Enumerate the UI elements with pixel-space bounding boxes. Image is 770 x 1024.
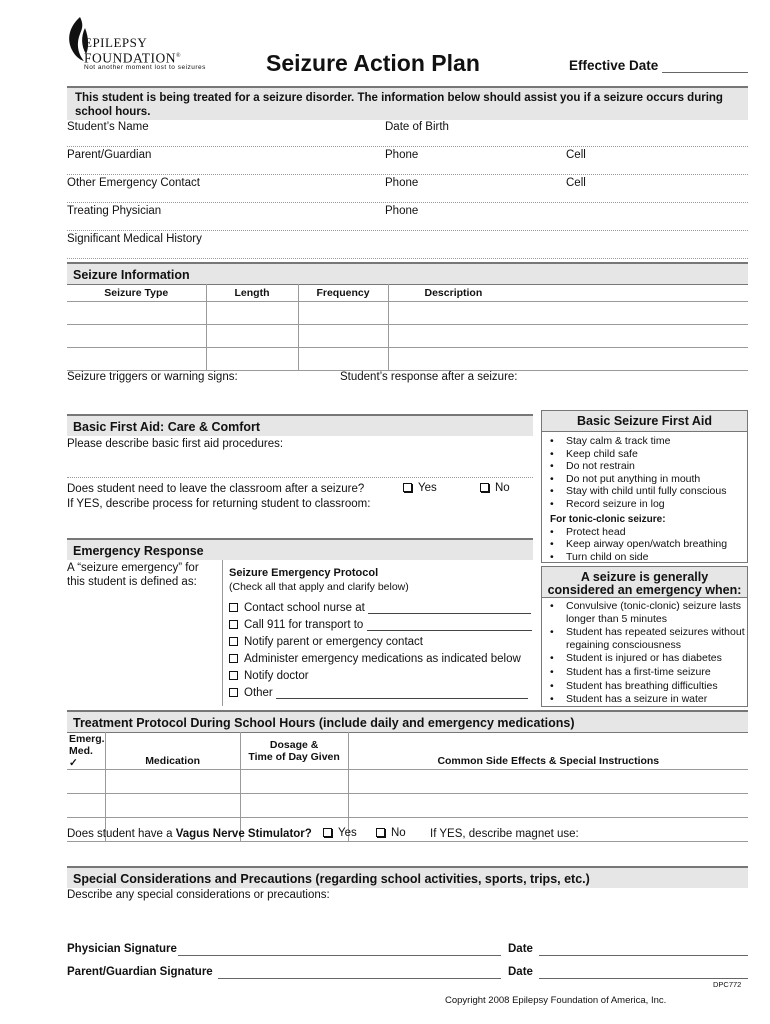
first-aid-line[interactable] [67, 477, 533, 478]
intro-text: This student is being treated for a seizure disorder. The information below should assist you if a seizure occurs during school hours. [75, 92, 723, 118]
student-name-label: Student’s Name [67, 121, 149, 133]
list-item: • Keep airway open/watch breathing [542, 538, 747, 551]
checkbox-icon[interactable] [229, 620, 238, 629]
other-contact-label: Other Emergency Contact [67, 177, 200, 189]
vns-yes-option[interactable]: Yes [323, 827, 357, 839]
table-row[interactable] [67, 770, 748, 794]
physician-date-label: Date [508, 943, 533, 955]
dob-label: Date of Birth [385, 121, 449, 133]
basic-seizure-aid-box [541, 410, 748, 563]
other-row-line[interactable] [67, 202, 748, 203]
list-item: • Student has breathing difficulties [542, 680, 747, 693]
protocol-title: Seizure Emergency Protocol [229, 567, 379, 579]
table-row[interactable] [67, 325, 748, 348]
col-length: Length [206, 285, 298, 302]
checkbox-icon[interactable] [480, 483, 489, 492]
col-medication: Medication [105, 733, 240, 770]
list-item: • Do not put anything in mouth [542, 473, 747, 486]
basic-aid-list [542, 435, 747, 511]
option-nurse[interactable]: Contact school nurse at [229, 602, 531, 614]
table-row[interactable] [67, 348, 748, 371]
vns-question: Does student have a Vagus Nerve Stimulator? [67, 828, 312, 840]
other-phone-label: Phone [385, 177, 419, 189]
checkbox-icon[interactable] [229, 654, 238, 663]
protocol-note: (Check all that apply and clarify below) [229, 581, 409, 593]
checkbox-icon[interactable] [229, 671, 238, 680]
emergency-when-list [542, 600, 747, 706]
intro-band [67, 86, 748, 120]
option-other[interactable]: Other [229, 687, 528, 699]
other-cell-label: Cell [566, 177, 586, 189]
medical-history-label: Significant Medical History [67, 233, 202, 245]
list-item: • Keep child safe [542, 448, 747, 461]
parent-row-line[interactable] [67, 174, 748, 175]
emergency-definition: A “seizure emergency” for this student is defined as: [67, 562, 199, 588]
leave-yes-option[interactable]: Yes [403, 482, 437, 494]
copyright: Copyright 2008 Epilepsy Foundation of America, Inc. [445, 995, 667, 1006]
nurse-field[interactable] [368, 603, 531, 614]
emergency-response-heading: Emergency Response [67, 538, 533, 560]
list-item: • Do not restrain [542, 460, 747, 473]
treatment-table [67, 732, 748, 842]
vns-no-option[interactable]: No [376, 827, 406, 839]
checkbox-icon[interactable] [229, 603, 238, 612]
checkbox-icon[interactable] [323, 828, 332, 837]
checkbox-icon[interactable] [229, 637, 238, 646]
if-yes-label: If YES, describe process for returning student to classroom: [67, 498, 371, 510]
parent-signature-label: Parent/Guardian Signature [67, 966, 213, 978]
option-administer-meds[interactable]: Administer emergency medications as indicated below [229, 653, 521, 665]
col-emerg-med: Emerg. Med. ✓ [69, 733, 105, 769]
list-item: • Student has a first-time seizure [542, 666, 747, 679]
parent-cell-label: Cell [566, 149, 586, 161]
parent-date-label: Date [508, 966, 533, 978]
effective-date-field[interactable] [662, 72, 748, 73]
physician-phone-label: Phone [385, 205, 419, 217]
list-item: • Stay with child until fully conscious [542, 485, 747, 498]
option-notify-parent[interactable]: Notify parent or emergency contact [229, 636, 423, 648]
col-description: Description [388, 285, 748, 302]
parent-date-field[interactable] [539, 978, 748, 979]
logo-name-line1: EPILEPSY [84, 35, 148, 50]
table-row[interactable] [67, 302, 748, 325]
checkbox-icon[interactable] [376, 828, 385, 837]
list-item: • Student has a seizure in water [542, 693, 747, 706]
effective-date-label: Effective Date [569, 58, 659, 73]
response-label: Student’s response after a seizure: [340, 371, 518, 383]
physician-label: Treating Physician [67, 205, 162, 217]
logo-name-line2: FOUNDATION® [84, 50, 182, 66]
first-aid-heading: Basic First Aid: Care & Comfort [67, 414, 533, 436]
option-notify-doctor[interactable]: Notify doctor [229, 670, 309, 682]
col-seizure-type: Seizure Type [67, 285, 206, 302]
checkbox-icon[interactable] [229, 688, 238, 697]
student-row-line[interactable] [67, 146, 748, 147]
transport-field[interactable] [367, 620, 532, 631]
list-item: • Stay calm & track time [542, 435, 747, 448]
option-911[interactable]: Call 911 for transport to [229, 619, 532, 631]
table-row[interactable] [67, 794, 748, 818]
checkbox-icon[interactable] [403, 483, 412, 492]
form-code: DPC772 [713, 980, 742, 989]
page-title: Seizure Action Plan [266, 50, 480, 76]
seizure-info-table [67, 284, 748, 371]
list-item: • Student has repeated seizures without regaining consciousness [542, 626, 747, 651]
list-item: • Convulsive (tonic-clonic) seizure lasts longer than 5 minutes [542, 600, 747, 625]
emergency-when-box [541, 566, 748, 707]
triggers-label: Seizure triggers or warning signs: [67, 371, 238, 383]
special-heading: Special Considerations and Precautions (regarding school activities, sports, trips, etc.) [67, 866, 748, 888]
logo [64, 16, 214, 74]
col-side-effects: Common Side Effects & Special Instructions [348, 733, 748, 770]
list-item: • Record seizure in log [542, 498, 747, 511]
seizure-info-heading: Seizure Information [67, 262, 748, 284]
parent-label: Parent/Guardian [67, 149, 152, 161]
physician-date-field[interactable] [539, 955, 748, 956]
physician-row-line[interactable] [67, 230, 748, 231]
col-dosage: Dosage & Time of Day Given [240, 733, 348, 770]
leave-question: Does student need to leave the classroom after a seizure? [67, 483, 365, 495]
protocol-panel [222, 560, 533, 706]
parent-signature-field[interactable] [218, 978, 501, 979]
basic-seizure-aid-heading: Basic Seizure First Aid [542, 411, 747, 432]
tonic-heading: For tonic-clonic seizure: [550, 513, 666, 525]
medical-history-line[interactable] [67, 258, 748, 259]
col-frequency: Frequency [298, 285, 388, 302]
list-item: • Protect head [542, 526, 747, 539]
special-describe: Describe any special considerations or precautions: [67, 889, 330, 901]
emergency-when-heading: A seizure is generally considered an emergency when: [542, 567, 747, 598]
logo-tagline: Not another moment lost to seizures [84, 64, 206, 71]
physician-signature-label: Physician Signature [67, 943, 177, 955]
list-item: • Student is injured or has diabetes [542, 652, 747, 665]
physician-signature-field[interactable] [178, 955, 501, 956]
parent-phone-label: Phone [385, 149, 419, 161]
treatment-heading: Treatment Protocol During School Hours (include daily and emergency medications) [67, 710, 748, 732]
tonic-list [542, 526, 747, 564]
magnet-label: If YES, describe magnet use: [430, 828, 579, 840]
leave-no-option[interactable]: No [480, 482, 510, 494]
first-aid-describe: Please describe basic first aid procedures: [67, 438, 284, 450]
list-item: • Turn child on side [542, 551, 747, 564]
other-field[interactable] [276, 688, 528, 699]
